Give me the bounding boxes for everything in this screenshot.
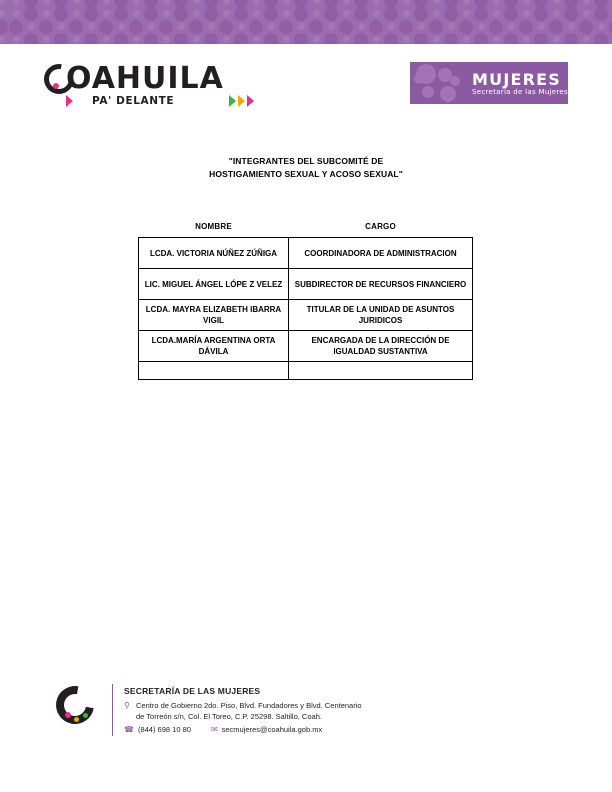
table-row — [139, 362, 473, 380]
chevron-right-icon — [66, 95, 73, 107]
page-footer — [0, 676, 612, 752]
members-table — [138, 222, 473, 380]
mail-icon: ✉ — [210, 725, 218, 734]
coahuila-logo-subtitle: PA' DELANTE — [92, 95, 175, 107]
cell-cargo: TITULAR DE LA UNIDAD DE ASUNTOS JURIDICOS — [289, 300, 473, 331]
column-header-nombre: NOMBRE — [195, 222, 232, 231]
cell-cargo: SUBDIRECTOR DE RECURSOS FINANCIERO — [289, 269, 473, 300]
table-row — [139, 269, 473, 300]
footer-contact — [124, 725, 544, 734]
chevron-left-group — [66, 95, 73, 107]
page-header — [0, 56, 612, 118]
cell-cargo: ENCARGADA DE LA DIRECCIÓN DE IGUALDAD SUSTANTIVA — [289, 331, 473, 362]
cell-nombre: LCDA.MARÍA ARGENTINA ORTA DÁVILA — [139, 331, 289, 362]
table-row — [139, 238, 473, 269]
mujeres-logo-title: MUJERES — [472, 70, 561, 89]
footer-email[interactable]: secmujeres@coahuila.gob.mx — [221, 725, 323, 734]
chevron-right-icon — [238, 95, 245, 107]
chevron-right-icon — [247, 95, 254, 107]
table-body — [139, 238, 473, 380]
table-header-row — [139, 222, 473, 238]
footer-content — [124, 686, 544, 734]
green-dot-icon — [83, 713, 88, 718]
column-header-cargo: CARGO — [365, 222, 396, 231]
footer-org-name: SECRETARÍA DE LAS MUJERES — [124, 686, 261, 696]
cell-nombre — [139, 362, 289, 380]
decorative-top-band — [0, 0, 612, 44]
cell-nombre: LCDA. MAYRA ELIZABETH IBARRA VIGIL — [139, 300, 289, 331]
footer-phone[interactable]: (844) 698 10 80 — [137, 725, 191, 734]
footer-address-line-2: de Torreón s/n, Col. El Toreo, C.P. 25298. Saltillo, Coah. — [136, 711, 322, 721]
page-title-line-2: HOSTIGAMIENTO SEXUAL Y ACOSO SEXUAL" — [209, 169, 403, 179]
coahuila-c-icon — [49, 679, 102, 732]
table-row — [139, 300, 473, 331]
footer-address-line-1: Centro de Gobierno 2do. Piso, Blvd. Fundadores y Blvd. Centenario — [136, 701, 362, 710]
footer-address — [124, 701, 544, 722]
pink-dot-icon — [65, 712, 71, 718]
mujeres-logo — [410, 62, 568, 104]
cell-cargo: COORDINADORA DE ADMINISTRACION — [289, 238, 473, 269]
chevron-right-icon — [229, 95, 236, 107]
members-table-container — [138, 222, 472, 380]
location-pin-icon: ⚲ — [124, 701, 130, 710]
table-row — [139, 331, 473, 362]
coahuila-dot-icon — [53, 83, 59, 89]
mujeres-logo-subtitle: Secretaría de las Mujeres — [472, 88, 568, 96]
page-title-line-1: "INTEGRANTES DEL SUBCOMITÉ DE — [228, 156, 384, 166]
yellow-dot-icon — [74, 717, 79, 722]
cell-nombre: LIC. MIGUEL ÁNGEL LÓPE Z VELEZ — [139, 269, 289, 300]
page-title — [0, 155, 612, 181]
chevron-right-group — [229, 95, 254, 107]
phone-icon: ☎ — [124, 725, 134, 734]
footer-divider — [112, 684, 113, 736]
coahuila-logo — [44, 61, 274, 112]
coahuila-logo-word: OAHUILA — [66, 61, 224, 96]
mujeres-circles-icon — [414, 62, 468, 104]
cell-cargo — [289, 362, 473, 380]
cell-nombre: LCDA. VICTORIA NÚÑEZ ZÚÑIGA — [139, 238, 289, 269]
footer-logo — [52, 684, 102, 734]
dot-pattern — [0, 0, 612, 44]
